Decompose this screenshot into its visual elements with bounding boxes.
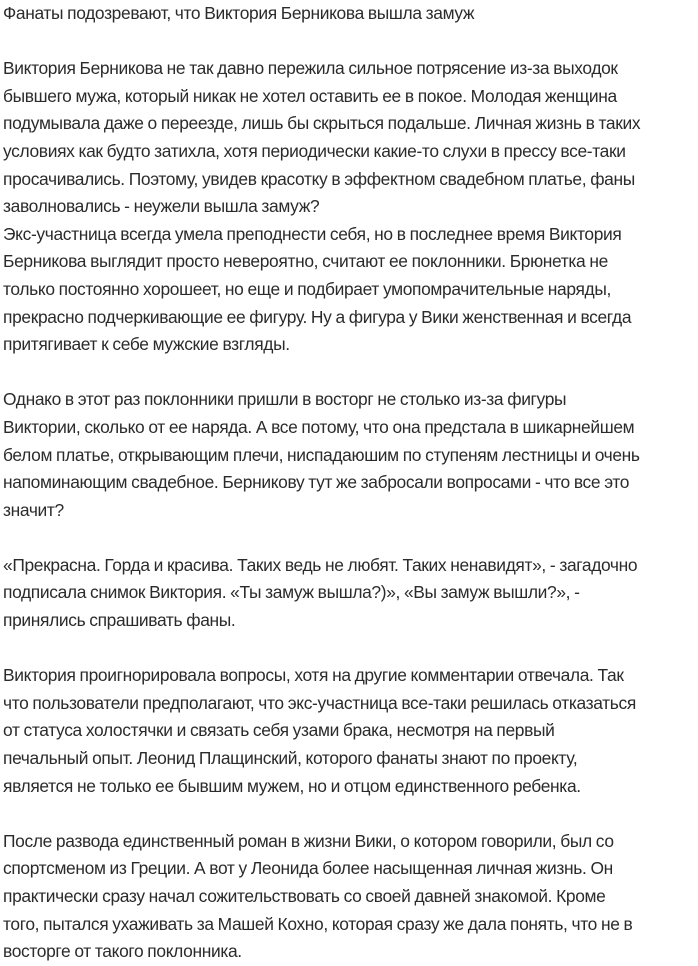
text-line: того, пытался ухаживать за Машей Кохно, которая сразу же дала понять, что не в xyxy=(3,913,633,934)
text-line: подумывала даже о переезде, лишь бы скрыться подальше. Личная жизнь в таких xyxy=(3,113,641,134)
text-line: печальный опыт. Леонид Плащинский, которого фанаты знают по проекту, xyxy=(3,748,578,769)
paragraph-4 xyxy=(3,552,698,635)
text-line: Виктории, сколько от ее наряда. А все потому, что она предстала в шикарнейшем xyxy=(3,416,635,437)
text-line: «Прекрасна. Горда и красива. Таких ведь не любят. Таких ненавидят», - загадочно xyxy=(3,554,638,575)
text-line: Однако в этот раз поклонники пришли в восторг не столько из-за фигуры xyxy=(3,389,567,410)
paragraph-5 xyxy=(3,662,698,800)
text-line: спортсменом из Греции. А вот у Леонида более насыщенная личная жизнь. Он xyxy=(3,858,613,879)
text-line: восторге от такого поклонника. xyxy=(3,941,242,962)
text-line: просачивались. Поэтому, увидев красотку в эффектном свадебном платье, фаны xyxy=(3,168,635,189)
text-line: прекрасно подчеркивающие ее фигуру. Ну а фигура у Вики женственная и всегда xyxy=(3,306,632,327)
paragraph-2 xyxy=(3,221,698,359)
text-line: является не только ее бывшим мужем, но и отцом единственного ребенка. xyxy=(3,775,581,796)
article-title: Фанаты подозревают, что Виктория Берникова вышла замуж xyxy=(3,3,475,23)
text-line: значит? xyxy=(3,499,64,520)
paragraph-3 xyxy=(3,386,698,524)
text-line: Берникова выглядит просто невероятно, считают ее поклонники. Брюнетка не xyxy=(3,251,608,272)
spacer xyxy=(3,800,698,828)
text-line: заволновались - неужели вышла замуж? xyxy=(3,196,320,217)
text-line: подписала снимок Виктория. «Ты замуж вышла?)», «Вы замуж вышли?», - xyxy=(3,582,580,603)
paragraph-1 xyxy=(3,55,698,221)
text-line: Экс-участница всегда умела преподнести себя, но в последнее время Виктория xyxy=(3,223,622,244)
text-line: практически сразу начал сожительствовать со своей давней знакомой. Кроме xyxy=(3,886,606,906)
spacer xyxy=(3,359,698,387)
spacer xyxy=(3,635,698,663)
paragraph-6 xyxy=(3,828,698,966)
text-line: Виктория Берникова не так давно пережила сильное потрясение из-за выходок xyxy=(3,58,618,79)
text-line: белом платье, открывающим плечи, ниспадаюшим по ступеням лестницы и очень xyxy=(3,444,640,465)
spacer xyxy=(3,524,698,552)
spacer xyxy=(3,28,698,56)
text-line: только постоянно хорошеет, но еще и подбирает умопомрачительные наряды, xyxy=(3,278,611,299)
text-line: бывшего мужа, который никак не хотел оставить ее в покое. Молодая женщина xyxy=(3,85,617,106)
text-line: Виктория проигнорировала вопросы, хотя на другие комментарии отвечала. Так xyxy=(3,665,624,686)
text-line: от статуса холостячки и связать себя узами брака, несмотря на первый xyxy=(3,720,555,741)
text-line: что пользователи предполагают, что экс-участница все-таки решилась отказаться xyxy=(3,692,636,713)
text-line: притягивает к себе мужские взгляды. xyxy=(3,334,290,355)
text-line: условиях как будто затихла, хотя периодически какие-то слухи в прессу все-таки xyxy=(3,140,626,161)
text-line: После развода единственный роман в жизни Вики, о котором говорили, был со xyxy=(3,830,614,851)
text-line: напоминающим свадебное. Берникову тут же забросали вопросами - что все это xyxy=(3,472,630,493)
text-line: принялись спрашивать фаны. xyxy=(3,610,236,631)
